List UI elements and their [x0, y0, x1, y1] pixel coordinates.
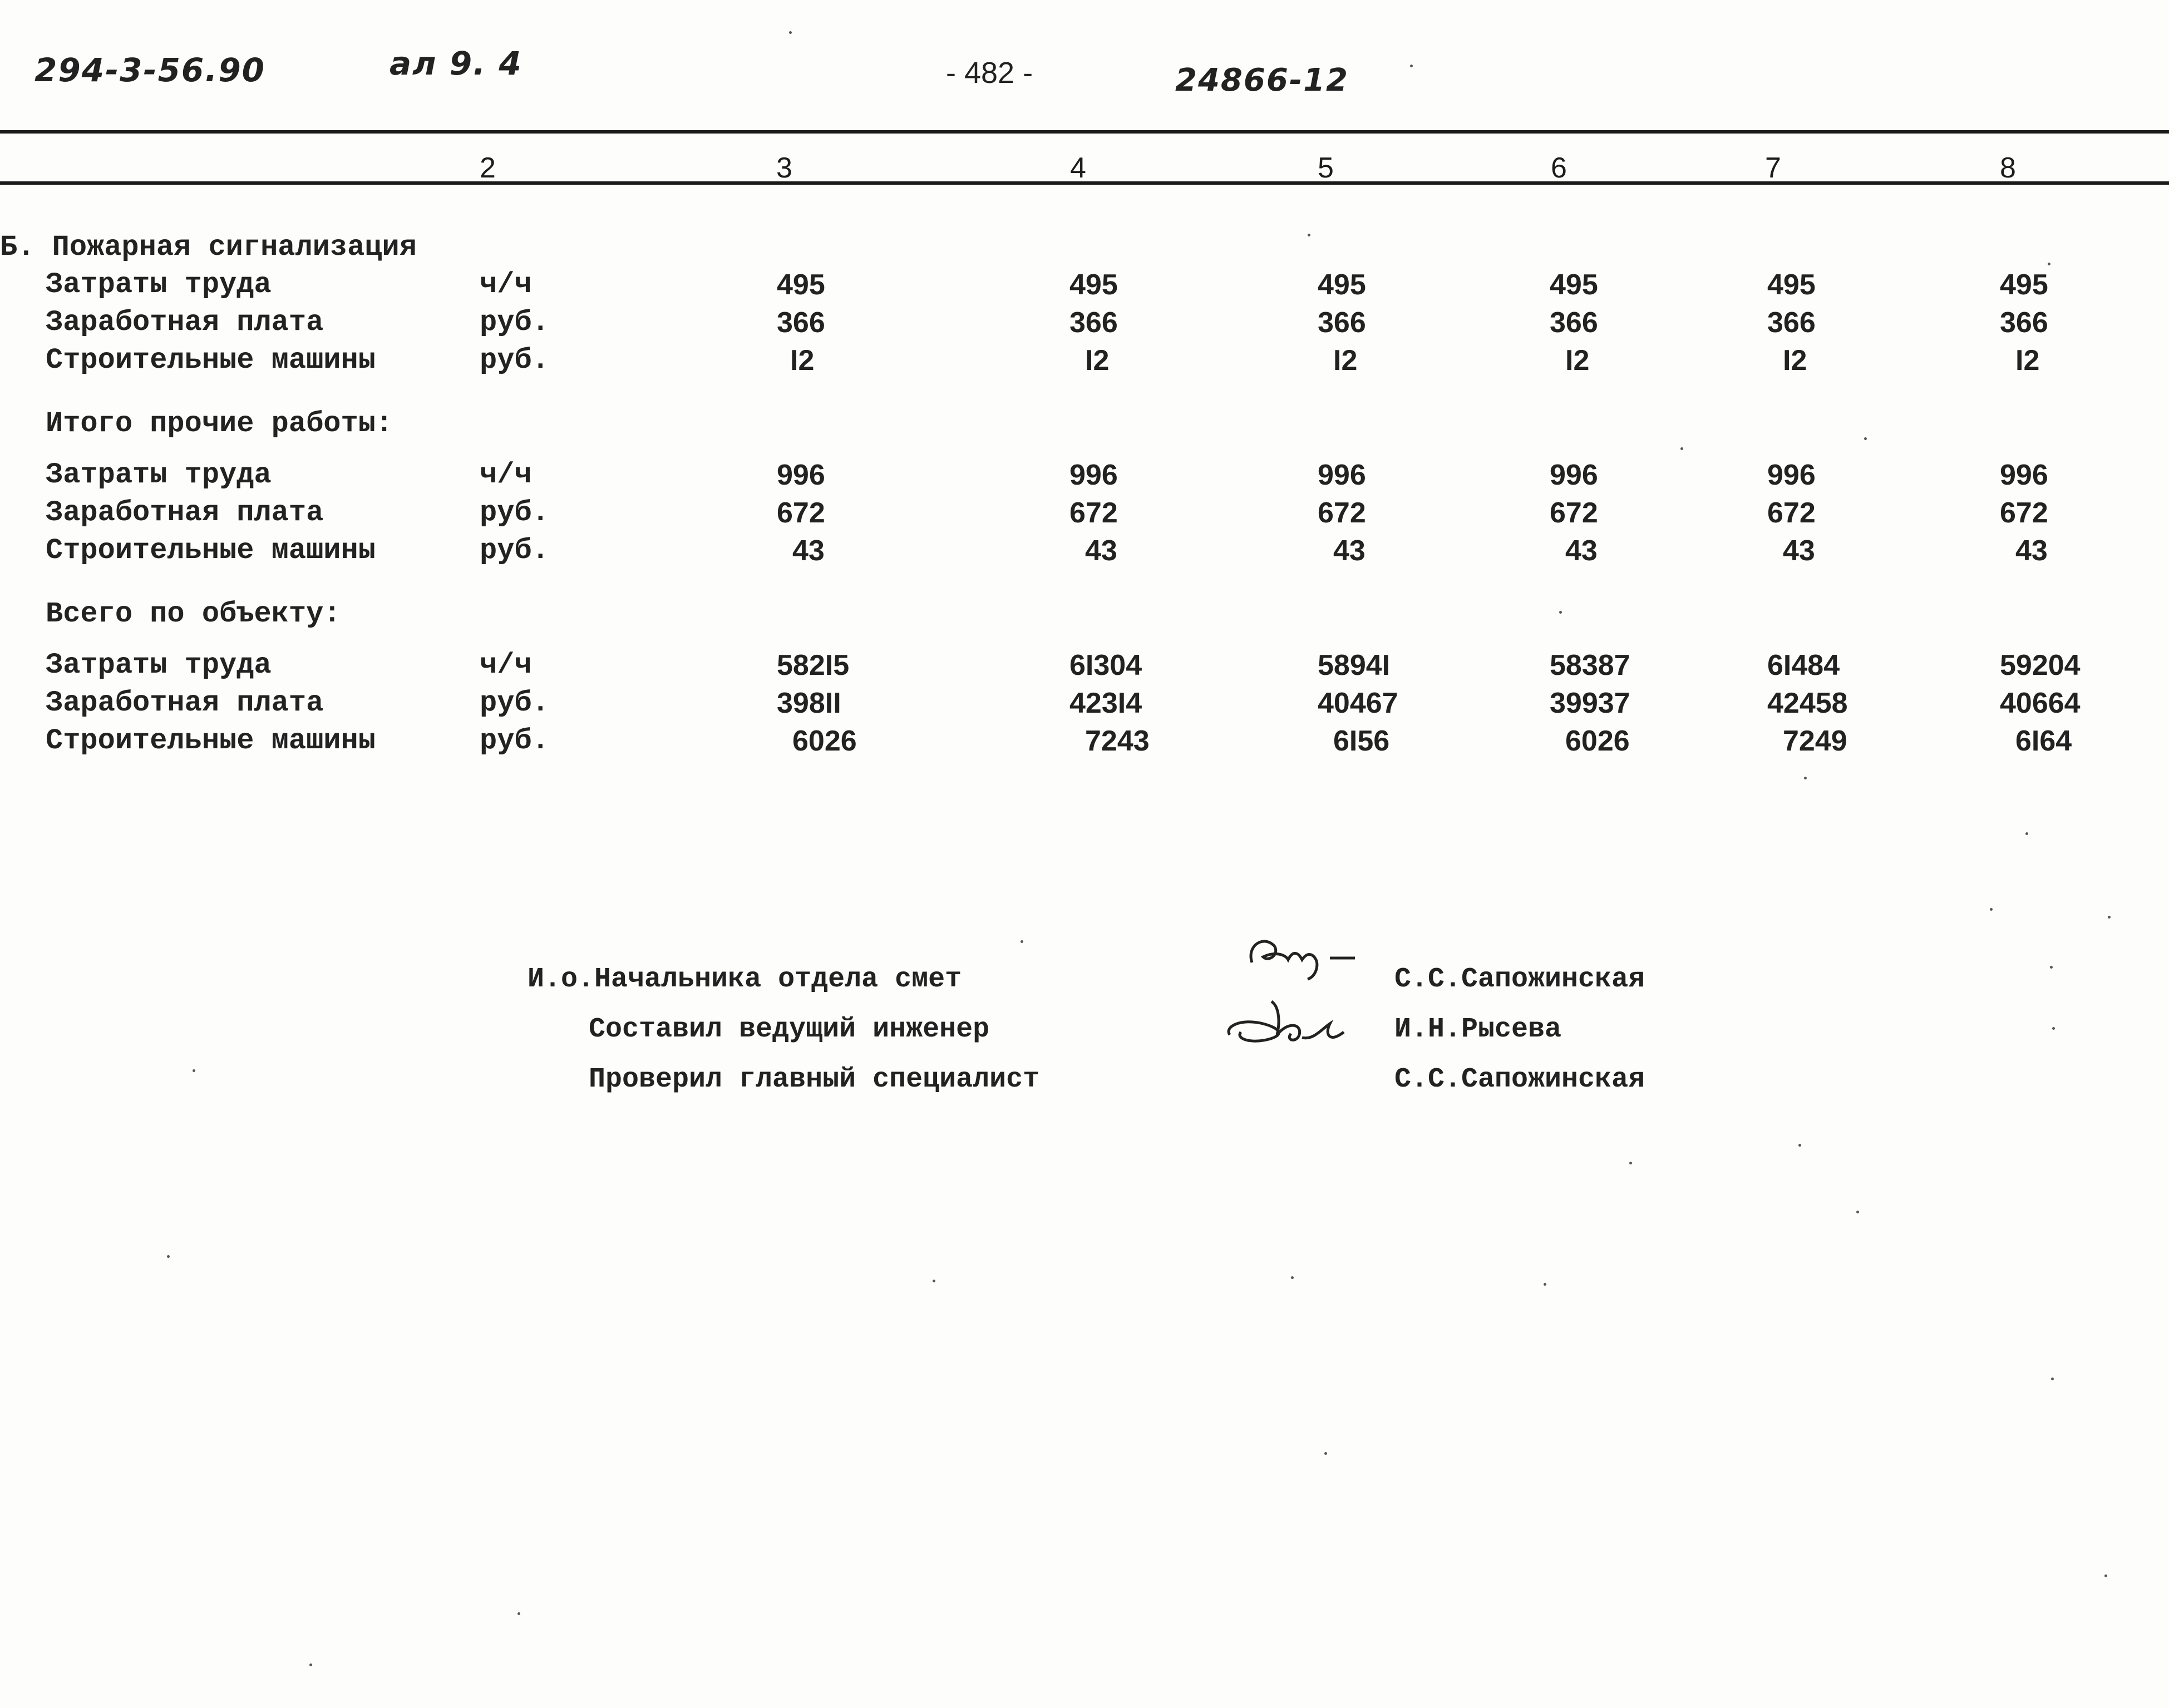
cell-value: 495 — [1767, 269, 1816, 301]
cell-value: 366 — [777, 307, 825, 339]
scan-speck — [1559, 611, 1562, 614]
section-title-fire-alarm: Б. Пожарная сигнализация — [0, 231, 417, 264]
signature-role: Составил ведущий инженер — [589, 1014, 990, 1045]
cell-value: 996 — [1767, 459, 1816, 491]
column-number: 3 — [776, 152, 792, 184]
cell-value: 7243 — [1085, 725, 1150, 757]
scan-speck — [1856, 1211, 1859, 1213]
scan-speck — [1629, 1162, 1632, 1164]
album-number: ал 9. 4 — [390, 45, 522, 82]
scan-speck — [1021, 940, 1023, 943]
cell-value: 40467 — [1318, 687, 1398, 719]
cell-value: 366 — [1550, 307, 1598, 339]
scan-speck — [789, 31, 792, 34]
column-number: 6 — [1551, 152, 1567, 184]
table-row — [0, 268, 2169, 306]
cell-value: I2 — [1783, 344, 1807, 377]
column-number: 5 — [1318, 152, 1334, 184]
table-row — [0, 724, 2169, 762]
cell-value: 495 — [2000, 269, 2048, 301]
cell-value: 672 — [1767, 497, 1816, 529]
row-unit: руб. — [480, 534, 549, 567]
table-row — [0, 534, 2169, 572]
scan-speck — [2052, 1027, 2055, 1030]
handwritten-signature-1 — [1235, 924, 1369, 985]
cell-value: I2 — [1565, 344, 1590, 377]
scan-speck — [1324, 1452, 1327, 1455]
cell-value: 996 — [1318, 459, 1366, 491]
handwritten-signature-2 — [1219, 990, 1363, 1052]
cell-value: 6026 — [1565, 725, 1630, 757]
cell-value: 672 — [777, 497, 825, 529]
cell-value: 495 — [1069, 269, 1118, 301]
section-title-object-total: Всего по объекту: — [46, 598, 341, 630]
cell-value: 672 — [1069, 497, 1118, 529]
scan-speck — [1798, 1144, 1801, 1147]
document-code: 294-3-56.90 — [34, 51, 266, 89]
scan-speck — [167, 1255, 170, 1258]
cell-value: 495 — [777, 269, 825, 301]
cell-value: I2 — [1333, 344, 1358, 377]
column-number: 8 — [2000, 152, 2016, 184]
cell-value: 7249 — [1783, 725, 1847, 757]
scan-speck — [1544, 1283, 1546, 1286]
table-row — [0, 344, 2169, 382]
column-number: 2 — [480, 152, 496, 184]
cell-value: 996 — [777, 459, 825, 491]
cell-value: 996 — [1069, 459, 1118, 491]
scan-speck — [309, 1663, 312, 1666]
top-rule — [0, 130, 2169, 134]
table-row — [0, 496, 2169, 534]
column-number: 4 — [1070, 152, 1086, 184]
scan-speck — [1680, 447, 1683, 450]
cell-value: 43 — [1565, 535, 1598, 567]
cell-value: 6I64 — [2015, 725, 2072, 757]
scan-speck — [2025, 832, 2028, 835]
cell-value: 582I5 — [777, 649, 850, 682]
cell-value: 39937 — [1550, 687, 1630, 719]
signature-role: И.о.Начальника отдела смет — [528, 964, 962, 995]
row-unit: руб. — [480, 687, 549, 719]
row-label: Затраты труда — [46, 458, 272, 491]
row-label: Заработная плата — [46, 496, 324, 529]
row-label: Затраты труда — [46, 268, 272, 301]
cell-value: 59204 — [2000, 649, 2081, 682]
cell-value: 495 — [1550, 269, 1598, 301]
signature-role: Проверил главный специалист — [589, 1064, 1040, 1095]
cell-value: 996 — [2000, 459, 2048, 491]
row-unit: руб. — [480, 724, 549, 757]
row-unit: ч/ч — [480, 458, 532, 491]
cell-value: 40664 — [2000, 687, 2081, 719]
row-unit: ч/ч — [480, 268, 532, 301]
table-row — [0, 649, 2169, 687]
cell-value: I2 — [790, 344, 815, 377]
cell-value: 996 — [1550, 459, 1598, 491]
table-row — [0, 458, 2169, 496]
scan-speck — [2051, 1378, 2054, 1380]
cell-value: I2 — [1085, 344, 1110, 377]
cell-value: 366 — [1318, 307, 1366, 339]
row-unit: руб. — [480, 496, 549, 529]
scan-speck — [933, 1280, 935, 1282]
scan-speck — [517, 1612, 520, 1615]
scan-speck — [1864, 437, 1867, 440]
column-number: 7 — [1765, 152, 1781, 184]
scan-speck — [2048, 263, 2050, 265]
cell-value: 43 — [1085, 535, 1117, 567]
cell-value: 6026 — [792, 725, 857, 757]
row-unit: руб. — [480, 344, 549, 377]
cell-value: 495 — [1318, 269, 1366, 301]
scan-speck — [1410, 65, 1413, 67]
cell-value: 366 — [1767, 307, 1816, 339]
scan-speck — [1291, 1276, 1294, 1279]
cell-value: 6I304 — [1069, 649, 1142, 682]
cell-value: 58387 — [1550, 649, 1630, 682]
cell-value: 5894I — [1318, 649, 1391, 682]
cell-value: 672 — [1550, 497, 1598, 529]
row-unit: руб. — [480, 306, 549, 339]
row-unit: ч/ч — [480, 649, 532, 682]
scan-speck — [1804, 777, 1807, 779]
archive-number: 24866-12 — [1175, 62, 1349, 98]
signature-name: С.С.Сапожинская — [1394, 964, 1645, 995]
signature-name: И.Н.Рысева — [1394, 1014, 1562, 1045]
table-row — [0, 306, 2169, 344]
row-label: Строительные машины — [46, 724, 376, 757]
cell-value: 42458 — [1767, 687, 1848, 719]
cell-value: 398II — [777, 687, 841, 719]
table-row — [0, 687, 2169, 724]
scan-speck — [1990, 908, 1993, 911]
cell-value: 366 — [2000, 307, 2048, 339]
row-label: Затраты труда — [46, 649, 272, 682]
scan-speck — [2050, 966, 2053, 969]
section-title-other-works: Итого прочие работы: — [46, 407, 393, 440]
scan-speck — [2108, 916, 2111, 919]
row-label: Заработная плата — [46, 306, 324, 339]
cell-value: 366 — [1069, 307, 1118, 339]
cell-value: 423I4 — [1069, 687, 1142, 719]
row-label: Заработная плата — [46, 687, 324, 719]
scan-speck — [2104, 1574, 2107, 1577]
cell-value: 6I56 — [1333, 725, 1390, 757]
row-label: Строительные машины — [46, 534, 376, 567]
cell-value: 43 — [1333, 535, 1366, 567]
cell-value: I2 — [2015, 344, 2040, 377]
cell-value: 672 — [1318, 497, 1366, 529]
page-number: - 482 - — [946, 56, 1033, 90]
row-label: Строительные машины — [46, 344, 376, 377]
cell-value: 6I484 — [1767, 649, 1840, 682]
scan-speck — [193, 1069, 195, 1072]
signature-name: С.С.Сапожинская — [1394, 1064, 1645, 1095]
cell-value: 43 — [1783, 535, 1815, 567]
scan-speck — [1308, 234, 1310, 236]
cell-value: 672 — [2000, 497, 2048, 529]
cell-value: 43 — [2015, 535, 2048, 567]
cell-value: 43 — [792, 535, 825, 567]
